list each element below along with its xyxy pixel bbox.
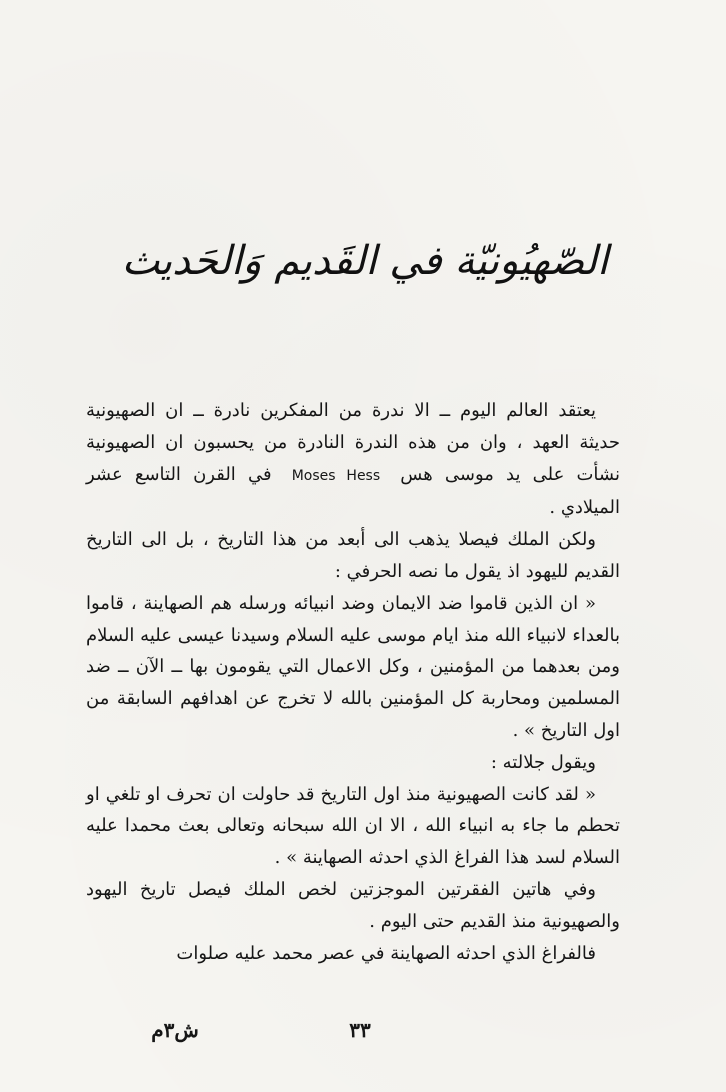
printer-signature: ش٣م	[151, 1018, 199, 1042]
body-text	[86, 395, 620, 969]
page-number: ٣٣	[349, 1018, 371, 1042]
paragraph-3: ويقول جلالته :	[490, 751, 596, 773]
paragraph-2: ولكن الملك فيصلا يذهب الى أبعد من هذا التاريخ ، بل الى التاريخ القديم لليهود اذ يقول ما نصه الحرفي :	[86, 529, 620, 582]
quote-1: « ان الذين قاموا ضد الايمان وضد انبيائه ورسله هم الصهاينة ، قاموا بالعداء لانبياء الله منذ ايام موسى عليه السلام وسيدنا عيسى عليه السلام ومن بعدهما من المؤمنين ، وكل الاعمال التي يقومون بها ــ الآن ــ ضد المسلمين ومحاربة كل المؤمنين بالله لا تخرج عن اهدافهم السابقة من اول التاريخ » .	[86, 592, 620, 741]
paragraph-1-text-start: يعتقد العالم اليوم ــ الا ندرة من المفكرين نادرة ــ ان الصهيونية حديثة العهد ، وان من هذه الندرة النادرة من يحسبون ان الصهيونية نشأت على يد موسى هس	[86, 400, 620, 485]
chapter-title: الصّهيُونيّة في القَديم وَالحَديث	[121, 238, 609, 284]
paragraph-5: فالفراغ الذي احدثه الصهاينة في عصر محمد عليه صلوات	[176, 942, 596, 964]
quote-2: « لقد كانت الصهيونية منذ اول التاريخ قد حاولت ان تحرف او تلغي او تحطم ما جاء به انبياء الله ، الا ان الله سبحانه وتعالى بعث محمدا عليه السلام لسد هذا الفراغ الذي احدثه الصهاينة » .	[86, 783, 620, 869]
latin-name: Moses Hess	[291, 467, 381, 484]
page-footer	[0, 1018, 726, 1048]
paragraph-1	[86, 395, 620, 524]
paragraph-4: وفي هاتين الفقرتين الموجزتين لخص الملك فيصل تاريخ اليهود والصهيونية منذ القديم حتى اليوم .	[86, 878, 620, 932]
paragraph-1-text-end: في القرن التاسع عشر الميلادي .	[86, 463, 620, 519]
